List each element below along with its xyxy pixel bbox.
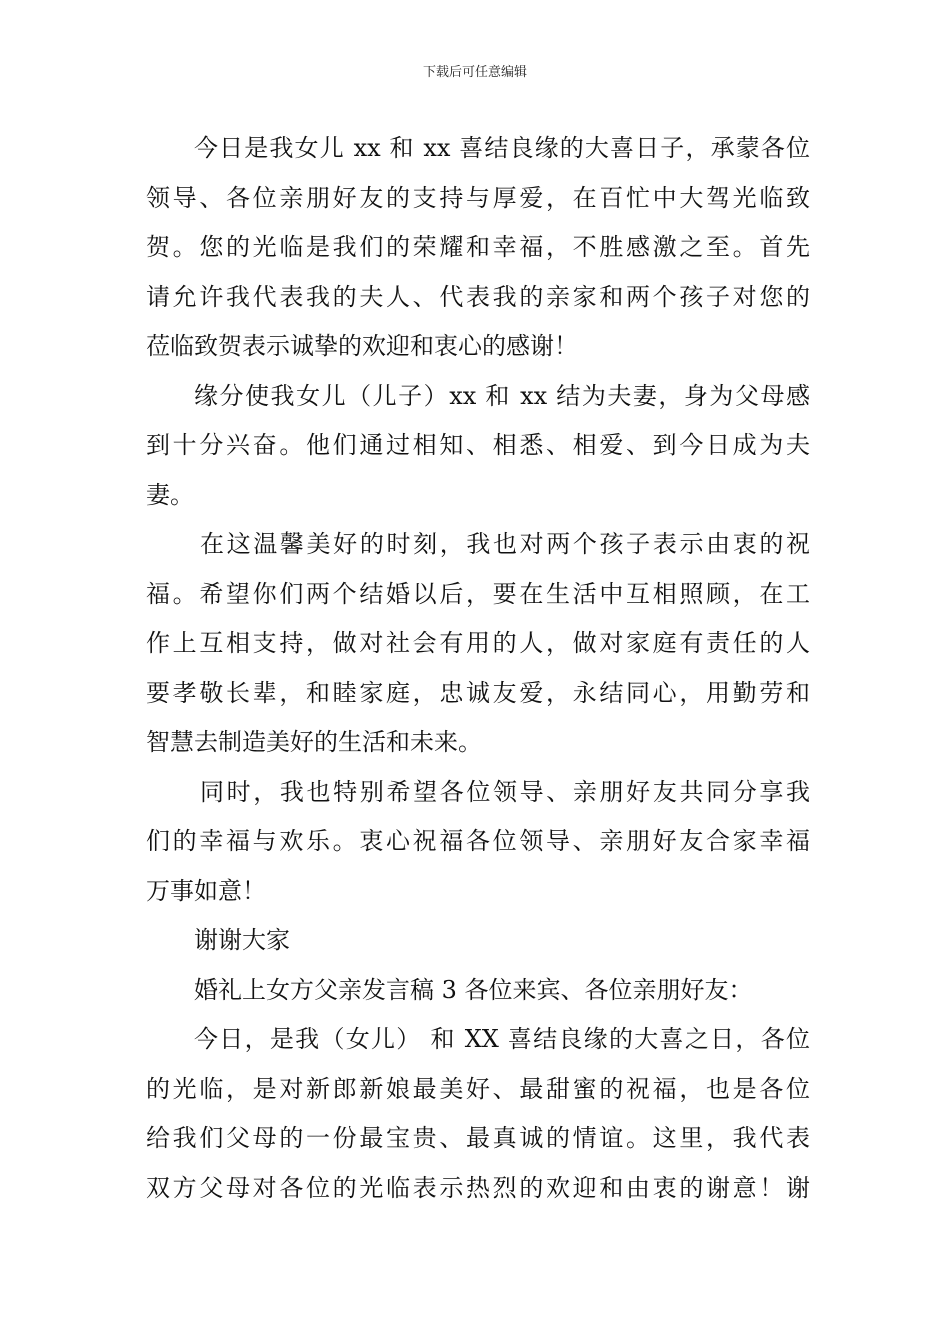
- text-line: 智慧去制造美好的生活和未来。: [146, 728, 482, 756]
- text-line: 谢谢大家: [194, 926, 290, 954]
- text-line: 福。希望你们两个结婚以后，要在生活中互相照顾，在工: [146, 579, 810, 608]
- text-line: 婚礼上女方父亲发言稿 3 各位来宾、各位亲朋好友：: [194, 975, 753, 1004]
- text-line: 在这温馨美好的时刻，我也对两个孩子表示由衷的祝: [200, 530, 810, 558]
- text-line: 莅临致贺表示诚挚的欢迎和衷心的感谢！: [146, 332, 578, 360]
- text-line: 双方父母对各位的光临表示热烈的欢迎和由衷的谢意！谢: [146, 1173, 810, 1202]
- text-line: 到十分兴奋。他们通过相知、相悉、相爱、到今日成为夫: [146, 431, 810, 459]
- text-line: 的光临，是对新郎新娘最美好、最甜蜜的祝福，也是各位: [146, 1074, 810, 1103]
- text-line: 同时，我也特别希望各位领导、亲朋好友共同分享我: [200, 777, 810, 806]
- text-line: 给我们父母的一份最宝贵、最真诚的情谊。这里，我代表: [146, 1124, 810, 1152]
- text-line: 今日是我女儿 xx 和 xx 喜结良缘的大喜日子，承蒙各位: [194, 134, 810, 162]
- text-line: 要孝敬长辈，和睦家庭，忠诚友爱，永结同心，用勤劳和: [146, 678, 810, 707]
- page-header-note: 下载后可任意编辑: [422, 65, 527, 80]
- document-body: [146, 124, 810, 1213]
- text-line: 缘分使我女儿（儿子）xx 和 xx 结为夫妻，身为父母感: [194, 381, 810, 410]
- text-line: 们的幸福与欢乐。衷心祝福各位领导、亲朋好友合家幸福: [146, 827, 810, 855]
- text-line: 妻。: [146, 480, 194, 509]
- text-line: 今日，是我（女儿） 和 XX 喜结良缘的大喜之日，各位: [194, 1025, 810, 1053]
- text-line: 作上互相支持，做对社会有用的人，做对家庭有责任的人: [146, 629, 810, 657]
- text-line: 万事如意！: [146, 876, 266, 905]
- text-line: 领导、各位亲朋好友的支持与厚爱，在百忙中大驾光临致: [146, 183, 810, 212]
- text-line: 贺。您的光临是我们的荣耀和幸福，不胜感激之至。首先: [146, 233, 810, 261]
- text-line: 请允许我代表我的夫人、代表我的亲家和两个孩子对您的: [146, 282, 810, 311]
